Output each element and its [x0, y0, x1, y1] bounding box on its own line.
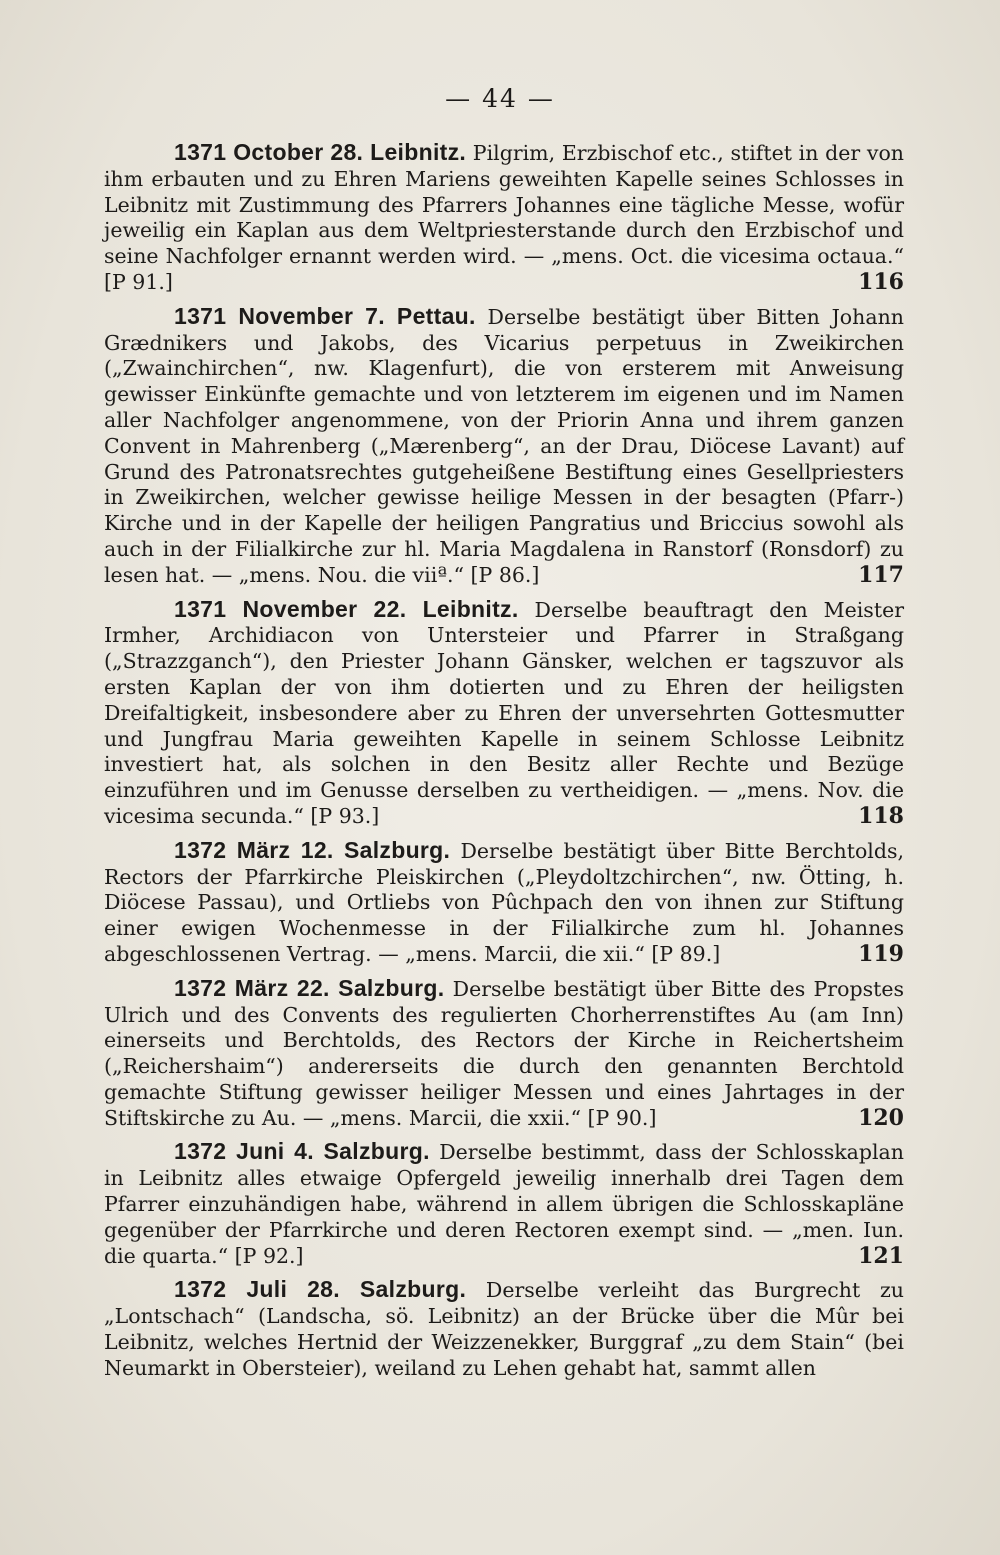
page-number: — 44 —	[445, 84, 555, 113]
entry-heading: 1372 Juni 4. Salzburg.	[174, 1138, 430, 1165]
entry-text: Derselbe verleiht das Burgrecht zu „Lontschach“ (Landscha, sö. Leibnitz) an der Brücke über die Mûr bei Leibnitz, welches Hertnid der Weizzenekker, Burggraf „zu dem Stain“ (bei Neumarkt in Obersteier), weiland zu Lehen gehabt hat, sammt allen	[104, 1278, 904, 1380]
entry-number: 121	[858, 1242, 904, 1269]
entry-heading: 1372 März 22. Salzburg.	[174, 974, 445, 1001]
entry-text: Derselbe bestätigt über Bitte Berchtolds, Rectors der Pfarrkirche Pleiskirchen („Pleydoltzchirchen“, nw. Ötting, h. Diöcese Passau), und Ortliebs von Pûchpach den von ihnen zur Stiftung einer ewigen Wochenmesse in der Filialkirche zum hl. Johannes abgeschlossenen Vertrag. — „mens. Marcii, die xii.“ [P 89.]	[104, 838, 904, 966]
entry-number: 116	[858, 268, 904, 295]
entry-number: 120	[858, 1104, 904, 1131]
entry-text: Derselbe bestimmt, dass der Schlosskaplan in Leibnitz alles etwaige Opfergeld jeweilig innerhalb drei Tagen dem Pfarrer einzuhändigen habe, während in allem übrigen die Schlosskapläne gegenüber der Pfarrkirche und deren Rectoren exempt sind. — „men. Iun. die quarta.“ [P 92.]	[104, 1140, 904, 1268]
entry-text: Derselbe beauftragt den Meister Irmher, Archidiacon von Untersteier und Pfarrer in Straßgang („Strazzganch“), den Priester Johann Gänsker, welchen er tagszuvor als ersten Kaplan der von ihm dotierten und zu Ehren der heiligsten Dreifaltigkeit, insbesondere aber zu Ehren der unversehrten Gottesmutter und Jungfrau Maria geweihten Kapelle in seinem Schlosse Leibnitz investiert hat, als solchen in den Besitz aller Rechte und Bezüge einzuführen und im Genusse derselben zu vertheidigen. — „mens. Nov. die vicesima secunda.“ [P 93.]	[104, 597, 904, 828]
entry-117	[104, 304, 904, 589]
entry-heading: 1372 Juli 28. Salzburg.	[174, 1276, 467, 1303]
entry-heading: 1372 März 12. Salzburg.	[174, 836, 451, 863]
entry-number: 118	[858, 802, 904, 829]
entry-heading: 1371 November 7. Pettau.	[174, 302, 476, 329]
entry-text: Derselbe bestätigt über Bitte des Propstes Ulrich und des Convents des regulierten Chorherrenstiftes Au (am Inn) einerseits und Berchtolds, des Rectors der Kirche in Reichertsheim („Reichershaim“) andererseits die durch den genannten Berchtold gemachte Stiftung gewisser heiliger Messen und eines Jahrtages in der Stiftskirche zu Au. — „mens. Marcii, die xxii.“ [P 90.]	[104, 976, 904, 1130]
entry-118	[104, 597, 904, 830]
entry-heading: 1371 November 22. Leibnitz.	[174, 595, 519, 622]
entry-121	[104, 1139, 904, 1269]
entry-119	[104, 838, 904, 968]
entry-text: Derselbe bestätigt über Bitten Johann Grædnikers und Jakobs, des Vicarius perpetuus in Zweikirchen („Zwainchirchen“, nw. Klagenfurt), die von ersterem mit Anweisung gewisser Einkünfte gemachte und von letzterem im eigenen und im Namen aller Nachfolger angenommene, von der Priorin Anna und ihrem ganzen Convent in Mahrenberg („Mærenberg“, an der Drau, Diöcese Lavant) auf Grund des Patronatsrechtes gutgeheißene Bestiftung eines Gesellpriesters in Zweikirchen, welcher gewisse heilige Messen in der besagten (Pfarr-) Kirche und in der Kapelle der heiligen Pangratius und Briccius sowohl als auch in der Filialkirche zur hl. Maria Magdalena in Ranstorf (Ronsdorf) zu lesen hat. — „mens. Nou. die viiª.“ [P 86.]	[104, 304, 904, 587]
entry-122	[104, 1277, 904, 1381]
entry-heading: 1371 October 28. Leibnitz.	[174, 139, 467, 165]
entry-120	[104, 976, 904, 1132]
document-body	[104, 140, 904, 1390]
entry-116	[104, 140, 904, 296]
entry-text: Pilgrim, Erzbischof etc., stiftet in der von ihm erbauten und zu Ehren Mariens geweihten Kapelle seines Schlosses in Leibnitz mit Zustimmung des Pfarrers Johannes eine tägliche Messe, wofür jeweilig ein Kaplan aus dem Weltpriesterstande durch den Erzbischof und seine Nachfolger ernannt werden wird. — „mens. Oct. die vicesima octaua.“ [P 91.]	[104, 141, 904, 294]
entry-number: 117	[858, 561, 904, 588]
entry-number: 119	[858, 940, 904, 967]
